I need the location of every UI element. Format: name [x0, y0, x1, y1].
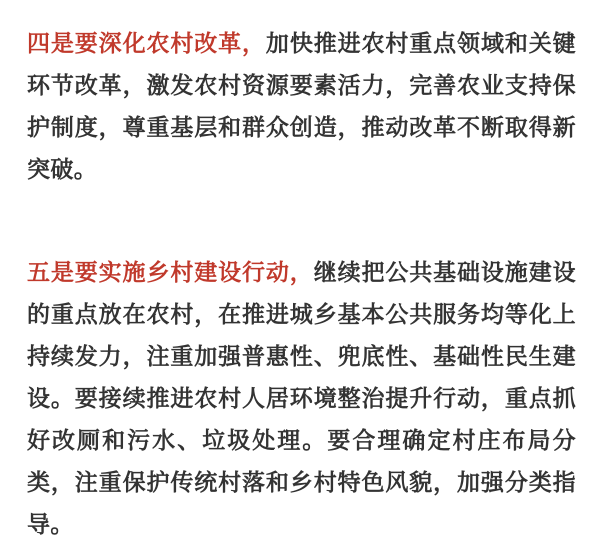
paragraph-four — [27, 22, 576, 190]
paragraph-four-body: 加快推进农村重点领域和关键环节改革，激发农村资源要素活力，完善农业支持保护制度，尊重基层和群众创造，推动改革不断取得新突破。 — [27, 30, 577, 182]
paragraph-five — [27, 251, 576, 545]
paragraph-five-body: 继续把公共基础设施建设的重点放在农村，在推进城乡基本公共服务均等化上持续发力，注重加强普惠性、兜底性、基础性民生建设。要接续推进农村人居环境整治提升行动，重点抓好改厕和污水、垃圾处理。要合理确定村庄布局分类，注重保护传统村落和乡村特色风貌，加强分类指导。 — [27, 259, 576, 537]
paragraph-four-lead: 四是要深化农村改革， — [27, 30, 266, 56]
paragraph-five-lead: 五是要实施乡村建设行动， — [27, 259, 314, 285]
